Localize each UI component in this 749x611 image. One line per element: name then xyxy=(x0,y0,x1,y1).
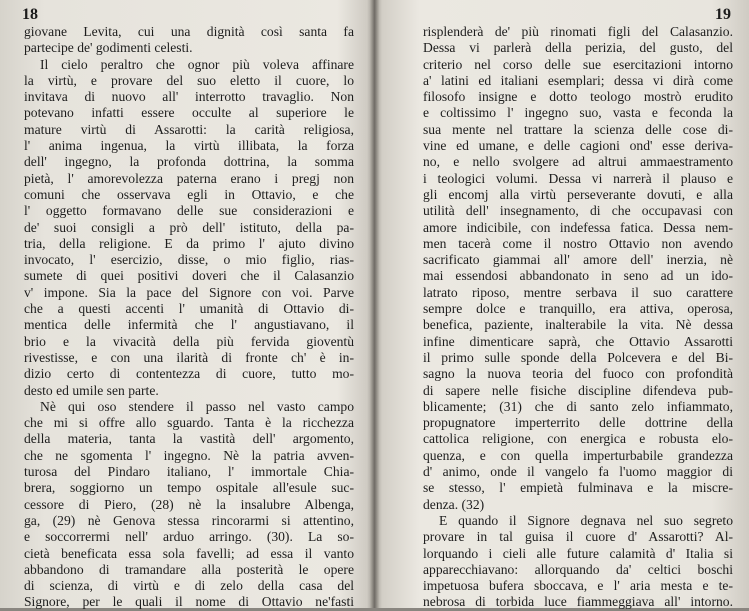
text-line: benefica, paziente, inalterabile la vita. Nè dessa xyxy=(423,317,733,333)
text-line: cessore di Piero, (28) nè la insalubre Albenga, xyxy=(24,496,354,512)
text-line: i teologici volumi. Dessa vi narrerà il plauso e xyxy=(423,170,733,186)
text-line: sempre dolce e tranquillo, era attiva, operosa, xyxy=(423,301,733,317)
text-line: mentica delle infermità che l' angustiavano, il xyxy=(24,317,354,333)
text-line: sua mente nel trattare la scienza delle cose di- xyxy=(423,121,733,137)
text-line: sagno la nuova teoria del fuoco con profondità xyxy=(423,366,733,382)
text-line: l' oggetto formavano delle sue considerazioni e xyxy=(24,203,354,219)
text-line: sacrificato giammai all' amore dell' inerzia, nè xyxy=(423,252,733,268)
text-line: invitava di nuovo all' interrotto travaglio. Non xyxy=(24,89,354,105)
text-line: criterio nel corso delle sue esercitazioni intorno xyxy=(423,56,733,72)
text-line: tria, della religione. E da primo l' ajuto divino xyxy=(24,235,354,251)
text-line: gli encomj alla virtù perseverante dovuti, e alla xyxy=(423,186,733,202)
text-line: Il cielo peraltro che ognor più voleva affinare xyxy=(40,56,354,72)
text-line: giovane Levita, cui una dignità così santa fa xyxy=(24,24,354,39)
right-page-text xyxy=(423,24,733,611)
text-line: rivestisse, e con una ilarità di fronte ch' è in- xyxy=(24,349,354,365)
page-number-right: 19 xyxy=(715,6,731,23)
text-line: se stesso, l' empietà fulminava e la miscre- xyxy=(423,480,733,496)
text-line: brio e la vivacità della più fervida gioventù xyxy=(24,333,354,349)
text-line: sumete di quei positivi doveri che il Calasanzio xyxy=(24,268,354,284)
left-page xyxy=(0,0,372,608)
text-line: mature virtù di Assarotti: la carità religiosa, xyxy=(24,121,354,137)
text-line: brera, soggiorno un tempo ospitale all'esule suc- xyxy=(24,480,354,496)
text-line: e coltissimo l' ingegno suo, vasta e feconda la xyxy=(423,105,733,121)
text-line: cietà beneficata essa sola favelli; ad essa il vanto xyxy=(24,545,354,561)
text-line: che a questi accenti l' umanità di Ottavio di- xyxy=(24,301,354,317)
text-line: mai essendosi abbandonato in seno ad un ido- xyxy=(423,268,733,284)
text-line: impetuosa bufera sboccava, e l' aria mesta e te- xyxy=(423,578,733,594)
text-line: l' anima ingenua, la virtù illibata, la forza xyxy=(24,138,354,154)
text-line: utilità dell' insegnamento, di che occupavasi con xyxy=(423,203,733,219)
text-line: cattolica religione, con energica e robusta elo- xyxy=(423,431,733,447)
text-line: pietà, l' amorevolezza paterna erano i pregj non xyxy=(24,170,354,186)
text-line: il primo sulle sponde della Polcevera e del Bi- xyxy=(423,349,733,365)
text-line: blicamente; (31) che di santo zelo infiammato, xyxy=(423,398,733,414)
text-line: di scienza, di virtù e di zelo della casa del xyxy=(24,578,354,594)
text-line: a' latini ed italiani esemplari; dessa vi dirà come xyxy=(423,72,733,88)
left-page-text xyxy=(24,24,354,611)
text-line: desto ed umile sen parte. xyxy=(24,382,159,398)
text-line: che ne sgomenta l' ingegno. Nè la patria avven- xyxy=(24,447,354,463)
text-line: della materia, tanta la vastità dell' argomento, xyxy=(24,431,354,447)
text-line: de' suoi consigli a prò dell' istituto, della pa- xyxy=(24,219,354,235)
text-line: dizio certo di contentezza di cuore, tutto mo- xyxy=(24,366,354,382)
text-line: risplenderà de' più rinomati figli del Calasanzio. xyxy=(423,24,733,39)
text-line: Nè qui oso stendere il passo nel vasto campo xyxy=(40,398,354,414)
text-line: infine dimenticare saprà, che Ottavio Assarotti xyxy=(423,333,733,349)
text-line: men tacerà come il nostro Ottavio non avendo xyxy=(423,235,733,251)
text-line: invocato, l' esercizio, disse, o mio figlio, rias- xyxy=(24,252,354,268)
text-line: quenza, e con quella imperturbabile grandezza xyxy=(423,447,733,463)
text-line: provare in tal guisa il cuore d' Assarotti? Al- xyxy=(423,529,733,545)
text-line: amore indicibile, con indefessa fatica. Dessa nem- xyxy=(423,219,733,235)
text-line: d' animo, onde il vangelo fa l'uomo maggior di xyxy=(423,464,733,480)
text-line: potevano infatti essere occulte al superiore le xyxy=(24,105,354,121)
text-line: nebrosa di torbida luce fiammeggiava all' intorno. xyxy=(423,594,733,610)
text-line: Signore, per le quali il nome di Ottavio ne'fasti xyxy=(24,594,354,610)
text-line: lorquando i cieli alle future calamità d' Italia si xyxy=(423,545,733,561)
text-line: filosofo insigne e dotto teologo mostrò erudito xyxy=(423,89,733,105)
text-line: vine ed umane, e delle cagioni ond' esse deriva- xyxy=(423,138,733,154)
text-line: di sapere nelle fisiche discipline difendeva pub- xyxy=(423,382,733,398)
text-line: denza. (32) xyxy=(423,496,485,512)
text-line: latrato riposo, mentre serbava il suo carattere xyxy=(423,284,733,300)
text-line: abbandono di tramandare alla posterità le opere xyxy=(24,561,354,577)
right-page xyxy=(376,0,749,608)
text-line: la virtù, e provare del suo eletto il cuore, lo xyxy=(24,72,354,88)
text-line: che mi si offre allo sguardo. Tanta è la ricchezza xyxy=(24,415,354,431)
text-line: ga, (29) nè Genova stessa rincorarmi si attentino, xyxy=(24,512,354,528)
text-line: apparecchiavano: allorquando da' celtici boschi xyxy=(423,561,733,577)
text-line: turosa del Pindaro italiano, l' immortale Chia- xyxy=(24,464,354,480)
text-line: v' impone. Sia la pace del Signore con voi. Parve xyxy=(24,284,354,300)
text-line: no, e nello svolgere ad altrui ammaestramento xyxy=(423,154,733,170)
text-line: propugnatore imperterrito delle dottrine della xyxy=(423,415,733,431)
text-line: E quando il Signore degnava nel suo segreto xyxy=(439,512,733,528)
text-line: Dessa vi parlerà della perizia, del gusto, del xyxy=(423,40,733,56)
page-number-left: 18 xyxy=(22,6,38,23)
text-line: comuni che osservava egli in Ottavio, e che xyxy=(24,186,354,202)
text-line: e soccorrermi nell' arduo arringo. (30). La so- xyxy=(24,529,354,545)
text-line: dell' ingegno, la profonda dottrina, la somma xyxy=(24,154,354,170)
text-line: partecipe de' godimenti celesti. xyxy=(24,40,193,56)
